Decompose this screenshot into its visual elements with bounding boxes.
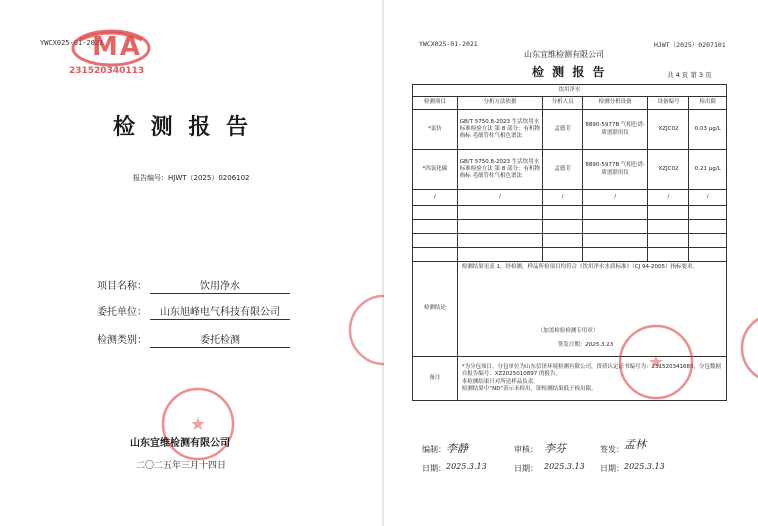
conclusion-label: 检测结论 [413,262,458,357]
compile-date-label: 日期： [422,464,446,473]
table-row [413,150,727,190]
remark-line: *为分包项目，分包单位为山东信泽环境检测有限公司，资质认定证书编号为：231520341685，分包数据自报告编号：XZ2025010897 的报告。 [461,364,721,378]
issue-signature: 孟林 [624,438,646,451]
table-header-row [413,97,727,110]
field-client-value: 山东旭峰电气科技有限公司 [150,303,290,320]
company-name: 山东宜维检测有限公司 [524,50,604,59]
compile-label: 编制： [422,445,446,454]
page-info: 共 4 页 第 3 页 [667,71,712,79]
cell-equip-no: XZJC02 [648,150,689,190]
company-stamp [160,386,236,462]
page-title: 检 测 报 告 [113,114,252,140]
conclusion-text: 检测结果见表 1，经检测，样品所检项目均符合《饮用净水水质标准》（CJ 94-2005）指标要求。 [461,264,698,270]
header-equip-no: 设备编号 [648,97,689,110]
remark-line: 检测结果中“ND”表示未检出，即检测结果低于检出限。 [461,385,597,392]
header-item: 检测项目 [413,97,458,110]
empty-row [413,220,727,234]
cell-equipment: 8890-5977B 气相色谱-质谱联用仪 [582,150,648,190]
cell-equipment: 8890-5977B 气相色谱-质谱联用仪 [582,110,648,150]
inspection-stamp [616,322,696,402]
remark-line: 本检测结果只对所送样品负责。 [461,378,539,385]
report-date: 二〇二五年三月十四日 [136,461,227,471]
stamp-icon [616,322,696,402]
review-date-label: 日期： [514,464,538,473]
table-title: 饮用净水 [413,85,727,97]
report-number-value: HJWT（2025）0206102 [168,174,250,182]
issue-date: 2025.3.13 [624,462,665,471]
cell-analyst: / [543,190,582,206]
sign-date [558,342,614,349]
page-title: 检 测 报 告 [532,65,607,79]
company-name: 山东宜维检测有限公司 [130,438,230,449]
svg-text:★: ★ [647,352,665,373]
field-client-label: 委托单位： [97,307,147,318]
cell-method: GB/T 5750.8-2023 生活饮用水标准检验方法 第 8 部分：有机物指标 毛细管柱气相色谱法 [457,110,543,150]
header-analyst: 分析人员 [543,97,582,110]
cell-item: / [413,190,458,206]
cell-limit: / [689,190,727,206]
cell-method: / [457,190,543,206]
cma-logo [66,28,156,80]
cell-analyst: 孟德芳 [543,110,582,150]
header-equipment: 检测分析设备 [582,97,648,110]
empty-row [413,248,727,262]
stamp-icon [160,386,236,462]
review-signature: 李芬 [544,442,566,455]
cell-limit: 0.03 μg/L [689,110,727,150]
issue-label: 签发： [600,445,624,454]
report-number-label: 报告编号： [133,174,168,182]
field-category-value: 委托检测 [150,331,290,348]
stamp-icon [738,308,758,388]
sign-date-value: 2025.3.13 [585,342,614,348]
header-method: 分析方法依据 [457,97,543,110]
cell-equip-no: XZJC02 [648,110,689,150]
report-number [133,173,250,183]
svg-text:★: ★ [189,414,207,435]
seam-stamp-right [738,308,758,388]
cell-analyst: 孟德芳 [543,150,582,190]
review-label: 审核： [514,445,538,454]
stamp-icon [344,290,384,370]
seam-stamp-left [344,290,384,370]
cell-limit: 0.21 μg/L [689,150,727,190]
stamp-note: （加盖检验检测专用章） [537,328,599,334]
field-category-label: 检测类别： [97,335,147,346]
empty-row [413,234,727,248]
report-number: HJWT（2025）0207101 [654,41,726,49]
review-date: 2025.3.13 [544,462,585,471]
cell-equipment: / [582,190,648,206]
header-limit: 检出限 [689,97,727,110]
compile-signature: 李静 [446,442,468,455]
cell-item: *四氯化碳 [413,150,458,190]
remarks-label: 备注 [413,357,458,401]
empty-row [413,206,727,220]
cma-number: 231520340113 [69,66,145,76]
issue-date-label: 日期： [600,464,624,473]
cell-method: GB/T 5750.8-2023 生活饮用水标准检验方法 第 8 部分：有机物指标 毛细管柱气相色谱法 [457,150,543,190]
cma-logo-text: MA [92,32,142,62]
cell-equip-no: / [648,190,689,206]
field-project-value: 饮用净水 [150,277,290,294]
sign-date-label: 签发日期： [557,342,586,348]
table-row [413,190,727,206]
doc-code: YWCX025-01-2021 [40,39,104,47]
field-project-label: 项目名称： [97,281,147,292]
table-row [413,110,727,150]
table-title-row [413,85,727,97]
compile-date: 2025.3.13 [446,462,487,471]
doc-code: YWCX025-01-2021 [419,40,478,48]
cell-item: *氯仿 [413,110,458,150]
report-results-page [384,0,758,526]
